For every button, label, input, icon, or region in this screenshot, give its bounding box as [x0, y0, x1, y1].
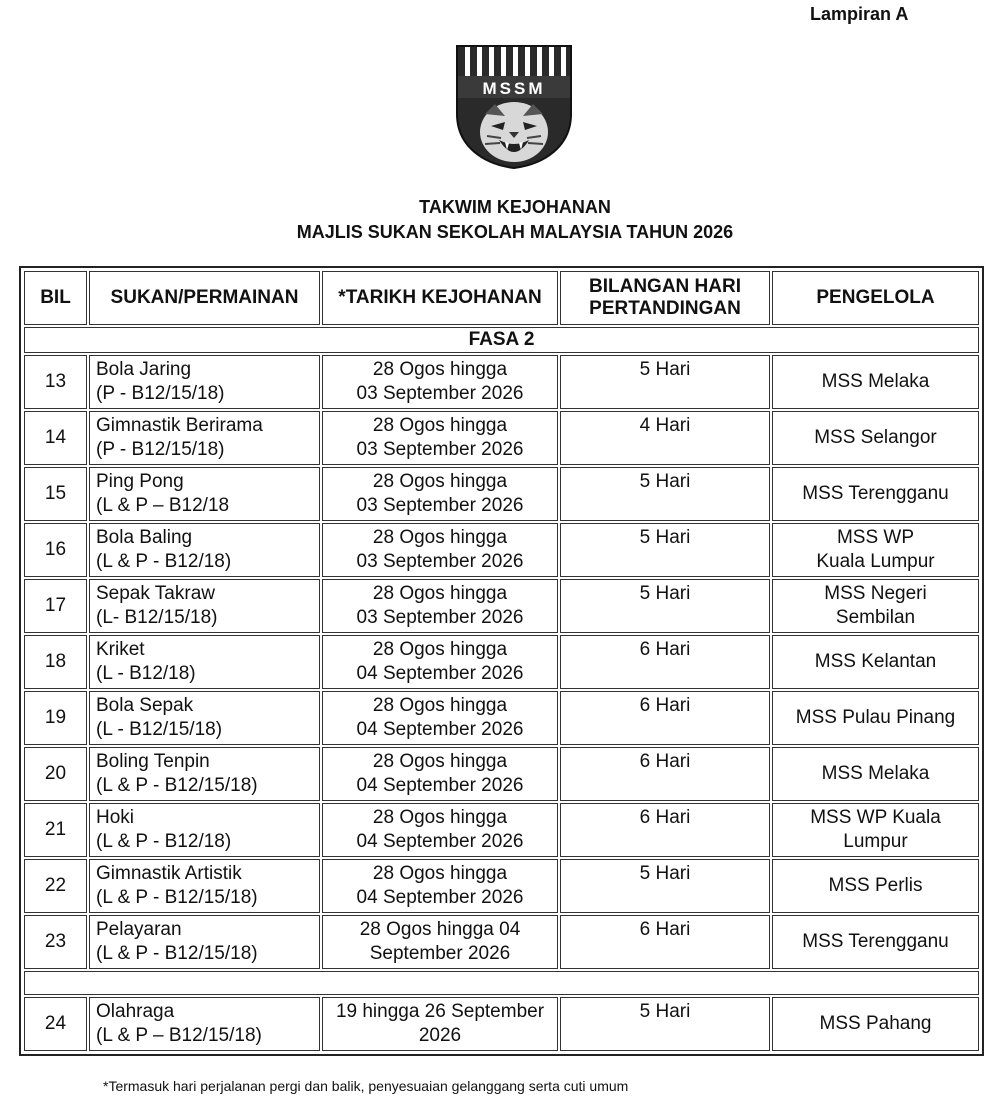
row-date-line-2: 03 September 2026: [356, 551, 524, 573]
title-line-1: TAKWIM KEJOHANAN: [419, 197, 611, 217]
row-organiser: [772, 579, 979, 633]
row-date: [322, 411, 558, 465]
row-days: 6 Hari: [560, 915, 770, 969]
footnote: *Termasuk hari perjalanan pergi dan balik, penyesuaian gelanggang serta cuti umum: [103, 1078, 629, 1094]
spacer-row: [24, 971, 979, 995]
row-date-line-2: September 2026: [369, 942, 511, 964]
header-days-line-2: PERTANDINGAN: [589, 298, 741, 319]
row-date-line-1: 28 Ogos hingga: [372, 471, 508, 493]
row-date-line-1: 28 Ogos hingga: [372, 583, 508, 605]
row-sport-name: Bola Jaring: [96, 359, 192, 381]
row-sport-name: Sepak Takraw: [96, 583, 215, 605]
row-sport: [89, 915, 320, 969]
table-row: [24, 915, 979, 969]
row-organiser: [772, 635, 979, 689]
table-row: [24, 579, 979, 633]
row-date: [322, 467, 558, 521]
row-date: [322, 579, 558, 633]
table-row: [24, 523, 979, 577]
row-organiser-line-1: MSS Kelantan: [814, 651, 937, 673]
row-date-line-2: 03 September 2026: [356, 383, 524, 405]
row-bil: 14: [24, 411, 87, 465]
row-organiser-line-1: MSS Pahang: [819, 1013, 932, 1034]
row-organiser-line-2: Lumpur: [843, 830, 908, 852]
row-sport: [89, 635, 320, 689]
row-sport: [89, 803, 320, 857]
table-row: [24, 355, 979, 409]
row-organiser-line-1: MSS Melaka: [821, 762, 930, 784]
table-row: [24, 691, 979, 745]
row-date-line-1: 28 Ogos hingga: [372, 862, 508, 884]
header-date: *TARIKH KEJOHANAN: [322, 271, 558, 325]
row-date-line-1: 28 Ogos hingga: [372, 639, 508, 661]
row-sport: [89, 747, 320, 801]
mssm-logo: [455, 44, 573, 170]
row-days: 5 Hari: [560, 523, 770, 577]
header-days-line-1: BILANGAN HARI: [589, 276, 741, 297]
row-days: 5 Hari: [560, 579, 770, 633]
row-sport-category: (L- B12/15/18): [96, 607, 218, 629]
row-sport-category: (L - B12/15/18): [96, 718, 223, 740]
row-date-line-1: 28 Ogos hingga: [372, 415, 508, 437]
row-organiser: [772, 803, 979, 857]
row-sport: [89, 355, 320, 409]
row-date-line-2: 2026: [418, 1025, 462, 1046]
row-organiser: [772, 915, 979, 969]
row-date-line-2: 04 September 2026: [356, 718, 524, 740]
row-days: 6 Hari: [560, 747, 770, 801]
document-title: [0, 195, 1000, 245]
row-sport-name: Bola Sepak: [96, 694, 194, 716]
row-date-line-1: 28 Ogos hingga: [372, 694, 508, 716]
row-date-line-1: 28 Ogos hingga: [372, 527, 508, 549]
header-org: PENGELOLA: [772, 271, 979, 325]
row-date-line-1: 19 hingga 26 September: [335, 1001, 545, 1022]
svg-text:MSSM: MSSM: [482, 79, 546, 98]
row-bil: 13: [24, 355, 87, 409]
row-organiser-line-1: MSS Selangor: [814, 427, 937, 449]
row-date: [322, 523, 558, 577]
row-date-line-1: 28 Ogos hingga: [372, 750, 508, 772]
row-sport-name: Bola Baling: [96, 527, 193, 549]
row-days: 6 Hari: [560, 635, 770, 689]
row-bil: 17: [24, 579, 87, 633]
row-organiser: [772, 747, 979, 801]
row-sport-category: (L & P – B12/15/18): [96, 1025, 262, 1046]
row-organiser-line-1: MSS Pulau Pinang: [795, 706, 956, 728]
row-sport-category: (L & P - B12/15/18): [96, 774, 258, 796]
row-sport-name: Olahraga: [96, 1001, 175, 1022]
row-days: 6 Hari: [560, 691, 770, 745]
row-bil: 23: [24, 915, 87, 969]
schedule-table: [22, 269, 981, 1053]
spacer-cell: [24, 971, 979, 995]
row-organiser-line-1: MSS Perlis: [828, 874, 923, 896]
row-sport-name: Pelayaran: [96, 918, 182, 940]
table-row: [24, 747, 979, 801]
row-organiser: [772, 997, 979, 1051]
row-organiser-line-1: MSS Terengganu: [802, 483, 949, 505]
row-date: [322, 803, 558, 857]
row-bil: 15: [24, 467, 87, 521]
table-row: [24, 803, 979, 857]
row-date-line-1: 28 Ogos hingga: [372, 359, 508, 381]
row-date: [322, 859, 558, 913]
row-organiser-line-1: MSS Terengganu: [802, 930, 949, 952]
schedule-table-frame: [19, 266, 984, 1056]
row-organiser: [772, 355, 979, 409]
table-row: [24, 997, 979, 1051]
phase-row: [24, 327, 979, 353]
row-date-line-2: 04 September 2026: [356, 830, 524, 852]
row-sport: [89, 411, 320, 465]
row-date-line-2: 04 September 2026: [356, 886, 524, 908]
row-sport-category: (L & P - B12/18): [96, 830, 232, 852]
row-sport: [89, 467, 320, 521]
row-bil: 22: [24, 859, 87, 913]
table-row: [24, 467, 979, 521]
row-sport: [89, 579, 320, 633]
row-organiser: [772, 691, 979, 745]
row-organiser-line-2: Sembilan: [835, 607, 916, 629]
row-date: [322, 635, 558, 689]
row-bil: 16: [24, 523, 87, 577]
phase-label: FASA 2: [24, 327, 979, 353]
row-date: [322, 915, 558, 969]
row-sport-category: (L & P - B12/15/18): [96, 942, 258, 964]
row-date-line-1: 28 Ogos hingga 04: [359, 918, 521, 940]
row-bil: 21: [24, 803, 87, 857]
row-sport-name: Kriket: [96, 639, 145, 661]
table-row: [24, 635, 979, 689]
row-sport-category: (P - B12/15/18): [96, 439, 225, 461]
row-sport-name: Gimnastik Artistik: [96, 862, 242, 884]
header-days: [560, 271, 770, 325]
row-date-line-2: 03 September 2026: [356, 439, 524, 461]
row-organiser: [772, 467, 979, 521]
row-date-line-2: 04 September 2026: [356, 774, 524, 796]
row-date: [322, 997, 558, 1051]
row-date-line-1: 28 Ogos hingga: [372, 806, 508, 828]
row-days: 5 Hari: [560, 997, 770, 1051]
row-sport-category: (L & P - B12/15/18): [96, 886, 258, 908]
row-organiser-line-1: MSS Negeri: [824, 583, 927, 605]
row-date-line-2: 03 September 2026: [356, 495, 524, 517]
row-date-line-2: 04 September 2026: [356, 663, 524, 685]
row-organiser-line-1: MSS Melaka: [821, 371, 930, 393]
row-sport-category: (P - B12/15/18): [96, 383, 225, 405]
row-sport-category: (L & P – B12/18: [96, 495, 230, 517]
row-sport: [89, 997, 320, 1051]
row-bil: 18: [24, 635, 87, 689]
row-organiser-line-1: MSS WP Kuala: [810, 806, 941, 828]
row-date: [322, 747, 558, 801]
table-row: [24, 411, 979, 465]
row-sport-name: Hoki: [96, 806, 135, 828]
row-days: 5 Hari: [560, 355, 770, 409]
row-organiser: [772, 859, 979, 913]
header-bil: BIL: [24, 271, 87, 325]
row-date: [322, 691, 558, 745]
row-date: [322, 355, 558, 409]
row-date-line-2: 03 September 2026: [356, 607, 524, 629]
row-bil: 24: [24, 997, 87, 1051]
row-organiser: [772, 411, 979, 465]
row-days: 6 Hari: [560, 803, 770, 857]
row-sport-category: (L - B12/18): [96, 663, 196, 685]
row-sport: [89, 859, 320, 913]
row-bil: 20: [24, 747, 87, 801]
row-sport: [89, 523, 320, 577]
header-row: [24, 271, 979, 325]
row-days: 5 Hari: [560, 859, 770, 913]
row-days: 4 Hari: [560, 411, 770, 465]
row-sport-name: Gimnastik Berirama: [96, 415, 263, 437]
header-sport: SUKAN/PERMAINAN: [89, 271, 320, 325]
row-sport-category: (L & P - B12/18): [96, 551, 232, 573]
row-sport-name: Boling Tenpin: [96, 750, 210, 772]
row-organiser-line-1: MSS WP: [836, 527, 915, 549]
annex-label: Lampiran A: [810, 4, 909, 24]
row-sport-name: Ping Pong: [96, 471, 184, 493]
table-row: [24, 859, 979, 913]
row-organiser-line-2: Kuala Lumpur: [816, 551, 935, 573]
row-sport: [89, 691, 320, 745]
row-bil: 19: [24, 691, 87, 745]
title-line-2: MAJLIS SUKAN SEKOLAH MALAYSIA TAHUN 2026: [296, 222, 734, 242]
row-days: 5 Hari: [560, 467, 770, 521]
row-organiser: [772, 523, 979, 577]
